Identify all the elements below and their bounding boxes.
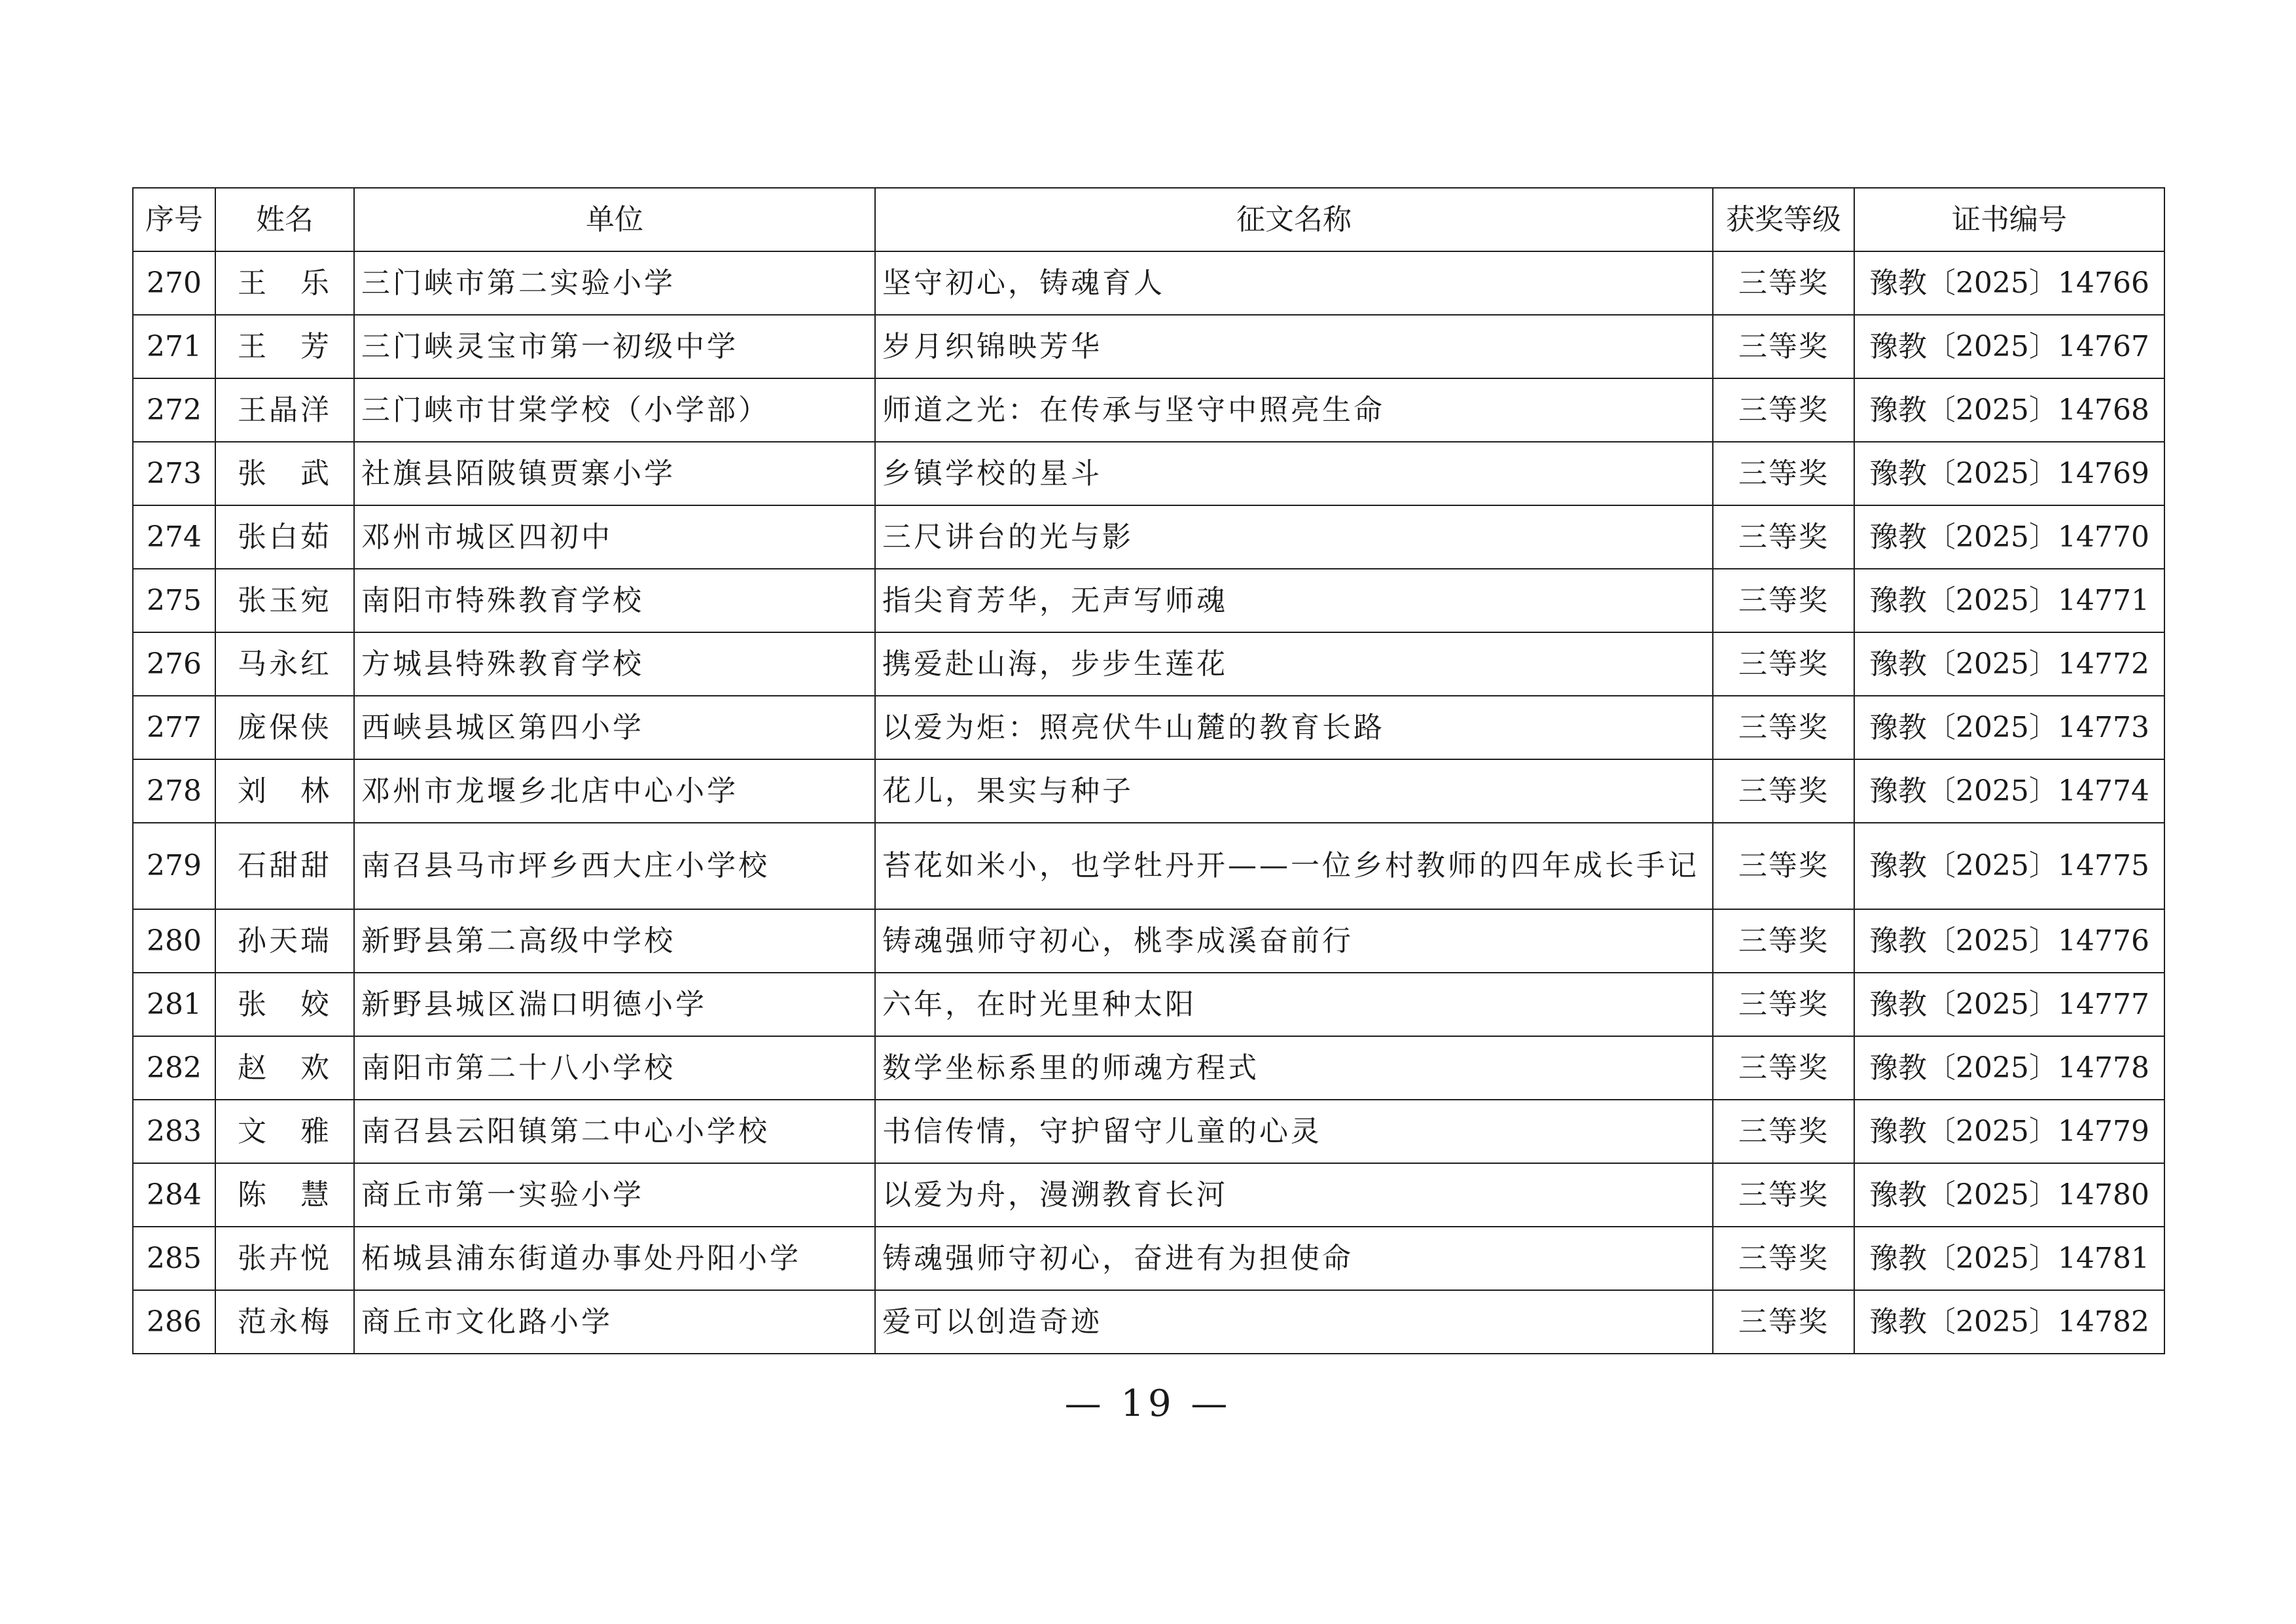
cell-name: 刘 林 xyxy=(215,759,354,823)
cell-unit: 方城县特殊教育学校 xyxy=(354,632,875,696)
cell-no: 277 xyxy=(133,696,215,759)
cell-title: 花儿，果实与种子 xyxy=(875,759,1713,823)
table-row xyxy=(133,442,2164,505)
cell-no: 274 xyxy=(133,505,215,569)
cell-title: 坚守初心，铸魂育人 xyxy=(875,251,1713,315)
cell-level: 三等奖 xyxy=(1713,696,1854,759)
cell-title: 以爱为舟，漫溯教育长河 xyxy=(875,1163,1713,1227)
cell-cert: 豫教〔2025〕14767 xyxy=(1854,315,2164,378)
cell-cert: 豫教〔2025〕14773 xyxy=(1854,696,2164,759)
cell-title: 携爱赴山海，步步生莲花 xyxy=(875,632,1713,696)
cell-cert: 豫教〔2025〕14770 xyxy=(1854,505,2164,569)
cell-no: 281 xyxy=(133,973,215,1036)
cell-unit: 南阳市特殊教育学校 xyxy=(354,569,875,632)
cell-name: 文 雅 xyxy=(215,1100,354,1163)
cell-level: 三等奖 xyxy=(1713,569,1854,632)
cell-name: 张 武 xyxy=(215,442,354,505)
cell-title: 数学坐标系里的师魂方程式 xyxy=(875,1036,1713,1100)
cell-level: 三等奖 xyxy=(1713,759,1854,823)
awards-table xyxy=(132,187,2165,1354)
table-row xyxy=(133,1036,2164,1100)
table-row xyxy=(133,1227,2164,1290)
cell-name: 陈 慧 xyxy=(215,1163,354,1227)
cell-name: 石甜甜 xyxy=(215,823,354,909)
cell-name: 庞保侠 xyxy=(215,696,354,759)
cell-level: 三等奖 xyxy=(1713,1036,1854,1100)
cell-unit: 邓州市龙堰乡北店中心小学 xyxy=(354,759,875,823)
cell-name: 马永红 xyxy=(215,632,354,696)
cell-no: 271 xyxy=(133,315,215,378)
cell-no: 276 xyxy=(133,632,215,696)
cell-unit: 邓州市城区四初中 xyxy=(354,505,875,569)
cell-title: 指尖育芳华，无声写师魂 xyxy=(875,569,1713,632)
cell-cert: 豫教〔2025〕14777 xyxy=(1854,973,2164,1036)
cell-level: 三等奖 xyxy=(1713,378,1854,442)
cell-no: 273 xyxy=(133,442,215,505)
cell-title: 苔花如米小，也学牡丹开——一位乡村教师的四年成长手记 xyxy=(875,823,1713,909)
cell-unit: 南阳市第二十八小学校 xyxy=(354,1036,875,1100)
cell-level: 三等奖 xyxy=(1713,505,1854,569)
cell-cert: 豫教〔2025〕14766 xyxy=(1854,251,2164,315)
table-body xyxy=(133,251,2164,1354)
cell-name: 张 姣 xyxy=(215,973,354,1036)
cell-name: 赵 欢 xyxy=(215,1036,354,1100)
cell-title: 六年，在时光里种太阳 xyxy=(875,973,1713,1036)
cell-level: 三等奖 xyxy=(1713,1290,1854,1354)
cell-no: 279 xyxy=(133,823,215,909)
cell-no: 286 xyxy=(133,1290,215,1354)
cell-level: 三等奖 xyxy=(1713,1100,1854,1163)
table-row xyxy=(133,909,2164,973)
cell-title: 以爱为炬：照亮伏牛山麓的教育长路 xyxy=(875,696,1713,759)
cell-unit: 三门峡市第二实验小学 xyxy=(354,251,875,315)
cell-name: 孙天瑞 xyxy=(215,909,354,973)
cell-cert: 豫教〔2025〕14768 xyxy=(1854,378,2164,442)
cell-unit: 西峡县城区第四小学 xyxy=(354,696,875,759)
cell-level: 三等奖 xyxy=(1713,1163,1854,1227)
cell-level: 三等奖 xyxy=(1713,315,1854,378)
cell-unit: 商丘市文化路小学 xyxy=(354,1290,875,1354)
cell-no: 272 xyxy=(133,378,215,442)
cell-level: 三等奖 xyxy=(1713,823,1854,909)
table-row xyxy=(133,759,2164,823)
table-row xyxy=(133,378,2164,442)
cell-name: 张卉悦 xyxy=(215,1227,354,1290)
header-title: 征文名称 xyxy=(875,188,1713,251)
cell-level: 三等奖 xyxy=(1713,442,1854,505)
cell-name: 张白茹 xyxy=(215,505,354,569)
cell-unit: 三门峡市甘棠学校（小学部） xyxy=(354,378,875,442)
cell-level: 三等奖 xyxy=(1713,973,1854,1036)
cell-level: 三等奖 xyxy=(1713,1227,1854,1290)
cell-no: 285 xyxy=(133,1227,215,1290)
cell-no: 275 xyxy=(133,569,215,632)
cell-no: 278 xyxy=(133,759,215,823)
cell-unit: 新野县第二高级中学校 xyxy=(354,909,875,973)
table-row xyxy=(133,1100,2164,1163)
table-row xyxy=(133,1163,2164,1227)
cell-no: 283 xyxy=(133,1100,215,1163)
cell-name: 范永梅 xyxy=(215,1290,354,1354)
cell-title: 铸魂强师守初心，奋进有为担使命 xyxy=(875,1227,1713,1290)
table-header-row xyxy=(133,188,2164,251)
table-row xyxy=(133,973,2164,1036)
cell-title: 师道之光：在传承与坚守中照亮生命 xyxy=(875,378,1713,442)
cell-cert: 豫教〔2025〕14782 xyxy=(1854,1290,2164,1354)
table-row xyxy=(133,569,2164,632)
cell-no: 284 xyxy=(133,1163,215,1227)
cell-cert: 豫教〔2025〕14772 xyxy=(1854,632,2164,696)
cell-cert: 豫教〔2025〕14774 xyxy=(1854,759,2164,823)
cell-unit: 南召县云阳镇第二中心小学校 xyxy=(354,1100,875,1163)
cell-title: 岁月织锦映芳华 xyxy=(875,315,1713,378)
header-level: 获奖等级 xyxy=(1713,188,1854,251)
cell-name: 张玉宛 xyxy=(215,569,354,632)
cell-title: 铸魂强师守初心，桃李成溪奋前行 xyxy=(875,909,1713,973)
cell-level: 三等奖 xyxy=(1713,251,1854,315)
cell-unit: 新野县城区湍口明德小学 xyxy=(354,973,875,1036)
table-row xyxy=(133,251,2164,315)
cell-name: 王晶洋 xyxy=(215,378,354,442)
cell-title: 乡镇学校的星斗 xyxy=(875,442,1713,505)
page-number: — 19 — xyxy=(1064,1382,1232,1425)
cell-level: 三等奖 xyxy=(1713,632,1854,696)
cell-cert: 豫教〔2025〕14781 xyxy=(1854,1227,2164,1290)
cell-cert: 豫教〔2025〕14769 xyxy=(1854,442,2164,505)
header-cert: 证书编号 xyxy=(1854,188,2164,251)
cell-cert: 豫教〔2025〕14771 xyxy=(1854,569,2164,632)
cell-unit: 社旗县陌陂镇贾寨小学 xyxy=(354,442,875,505)
cell-no: 270 xyxy=(133,251,215,315)
table-row xyxy=(133,696,2164,759)
cell-cert: 豫教〔2025〕14775 xyxy=(1854,823,2164,909)
cell-cert: 豫教〔2025〕14778 xyxy=(1854,1036,2164,1100)
cell-no: 282 xyxy=(133,1036,215,1100)
cell-level: 三等奖 xyxy=(1713,909,1854,973)
cell-unit: 南召县马市坪乡西大庄小学校 xyxy=(354,823,875,909)
cell-unit: 商丘市第一实验小学 xyxy=(354,1163,875,1227)
table-row xyxy=(133,823,2164,909)
header-name: 姓名 xyxy=(215,188,354,251)
cell-unit: 柘城县浦东街道办事处丹阳小学 xyxy=(354,1227,875,1290)
header-unit: 单位 xyxy=(354,188,875,251)
cell-cert: 豫教〔2025〕14779 xyxy=(1854,1100,2164,1163)
cell-title: 三尺讲台的光与影 xyxy=(875,505,1713,569)
cell-title: 爱可以创造奇迹 xyxy=(875,1290,1713,1354)
table-row xyxy=(133,505,2164,569)
header-no: 序号 xyxy=(133,188,215,251)
table-row xyxy=(133,315,2164,378)
cell-no: 280 xyxy=(133,909,215,973)
cell-name: 王 芳 xyxy=(215,315,354,378)
table-row xyxy=(133,1290,2164,1354)
cell-cert: 豫教〔2025〕14780 xyxy=(1854,1163,2164,1227)
cell-name: 王 乐 xyxy=(215,251,354,315)
cell-title: 书信传情，守护留守儿童的心灵 xyxy=(875,1100,1713,1163)
table-row xyxy=(133,632,2164,696)
cell-cert: 豫教〔2025〕14776 xyxy=(1854,909,2164,973)
cell-unit: 三门峡灵宝市第一初级中学 xyxy=(354,315,875,378)
